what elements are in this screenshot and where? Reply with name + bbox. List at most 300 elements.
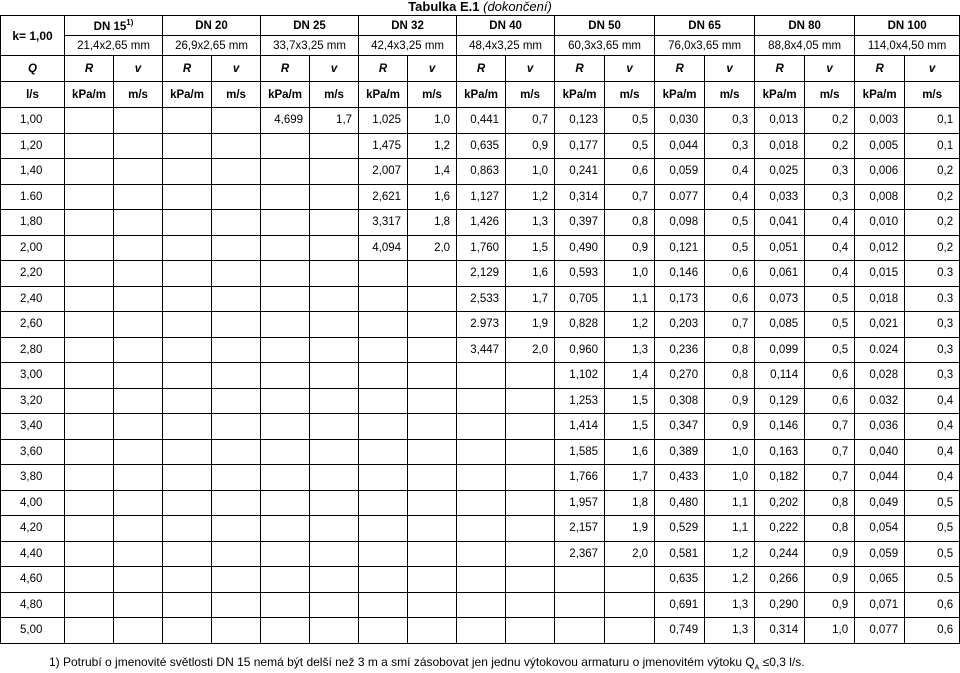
- table-row: [1, 286, 960, 312]
- value-cell: [212, 490, 261, 516]
- value-cell: 0,490: [555, 235, 605, 261]
- value-cell: 0,146: [755, 414, 805, 440]
- value-cell: 0,4: [805, 235, 855, 261]
- value-cell: 0,581: [655, 541, 705, 567]
- value-cell: 1,5: [506, 235, 555, 261]
- value-cell: [65, 465, 114, 491]
- value-cell: 1,2: [605, 312, 655, 338]
- value-cell: 0,4: [905, 388, 960, 414]
- value-cell: [408, 516, 457, 542]
- value-cell: [555, 618, 605, 644]
- value-cell: [212, 465, 261, 491]
- value-cell: [457, 414, 506, 440]
- value-cell: 0,2: [905, 235, 960, 261]
- unit-header: kPa/m: [755, 82, 805, 108]
- flow-cell: 2,80: [1, 337, 65, 363]
- table-row: [1, 465, 960, 491]
- value-cell: 0,5: [805, 286, 855, 312]
- value-cell: [114, 490, 163, 516]
- value-cell: 0,085: [755, 312, 805, 338]
- unit-header: m/s: [705, 82, 755, 108]
- flow-cell: 1,20: [1, 133, 65, 159]
- value-cell: [212, 108, 261, 134]
- value-cell: [114, 592, 163, 618]
- value-cell: 0,9: [506, 133, 555, 159]
- symbol-header: v: [905, 56, 960, 82]
- value-cell: [310, 184, 359, 210]
- value-cell: [261, 261, 310, 287]
- value-cell: 1,025: [359, 108, 408, 134]
- value-cell: [261, 439, 310, 465]
- value-cell: [261, 184, 310, 210]
- value-cell: [310, 312, 359, 338]
- unit-header: kPa/m: [457, 82, 506, 108]
- value-cell: 0,098: [655, 210, 705, 236]
- value-cell: [212, 159, 261, 185]
- symbol-header: R: [655, 56, 705, 82]
- value-cell: 2,129: [457, 261, 506, 287]
- value-cell: [163, 261, 212, 287]
- value-cell: 0.077: [655, 184, 705, 210]
- value-cell: [310, 439, 359, 465]
- unit-header: m/s: [605, 82, 655, 108]
- dn-label: DN 20: [195, 19, 228, 32]
- value-cell: 0,6: [905, 618, 960, 644]
- value-cell: 0.5: [905, 567, 960, 593]
- dn-header: [555, 16, 655, 36]
- value-cell: 0,008: [855, 184, 905, 210]
- value-cell: 0,236: [655, 337, 705, 363]
- symbol-header: R: [65, 56, 114, 82]
- unit-header: kPa/m: [655, 82, 705, 108]
- value-cell: [163, 388, 212, 414]
- value-cell: 0,006: [855, 159, 905, 185]
- value-cell: [310, 337, 359, 363]
- footnote-text: 1) Potrubí o jmenovité světlosti DN 15 nemá být delší než 3 m a smí zásobovat jen jednu výtokovou armaturu o jmenovitém výtoku Q: [49, 655, 755, 669]
- value-cell: 1,5: [605, 414, 655, 440]
- value-cell: 0,044: [655, 133, 705, 159]
- flow-cell: 1.60: [1, 184, 65, 210]
- value-cell: 0,9: [605, 235, 655, 261]
- value-cell: [163, 286, 212, 312]
- value-cell: 0,040: [855, 439, 905, 465]
- dn-label: DN 50: [588, 19, 621, 32]
- value-cell: 1,3: [705, 618, 755, 644]
- value-cell: 0.024: [855, 337, 905, 363]
- value-cell: 0,389: [655, 439, 705, 465]
- value-cell: [114, 618, 163, 644]
- value-cell: 0,314: [555, 184, 605, 210]
- symbol-header: R: [457, 56, 506, 82]
- value-cell: [114, 388, 163, 414]
- value-cell: 0,065: [855, 567, 905, 593]
- flow-cell: 1,40: [1, 159, 65, 185]
- value-cell: 1,0: [408, 108, 457, 134]
- value-cell: [457, 363, 506, 389]
- value-cell: 0,049: [855, 490, 905, 516]
- value-cell: [408, 592, 457, 618]
- value-cell: 1,253: [555, 388, 605, 414]
- value-cell: [408, 286, 457, 312]
- value-cell: 0,203: [655, 312, 705, 338]
- value-cell: 0,005: [855, 133, 905, 159]
- value-cell: [114, 133, 163, 159]
- value-cell: 0,099: [755, 337, 805, 363]
- value-cell: 1,414: [555, 414, 605, 440]
- value-cell: 0,4: [805, 210, 855, 236]
- value-cell: [310, 235, 359, 261]
- value-cell: 0,018: [755, 133, 805, 159]
- value-cell: [163, 337, 212, 363]
- value-cell: 0,480: [655, 490, 705, 516]
- value-cell: [408, 388, 457, 414]
- value-cell: 1,585: [555, 439, 605, 465]
- value-cell: 0,1: [905, 133, 960, 159]
- footnote-subscript: A: [754, 664, 760, 672]
- value-cell: 2.973: [457, 312, 506, 338]
- value-cell: [457, 465, 506, 491]
- table-row: [1, 210, 960, 236]
- value-cell: [408, 312, 457, 338]
- value-cell: 2,533: [457, 286, 506, 312]
- dn-header: [65, 16, 163, 36]
- table-row: [1, 133, 960, 159]
- table-row: [1, 363, 960, 389]
- value-cell: 1,6: [605, 439, 655, 465]
- value-cell: [359, 618, 408, 644]
- value-cell: 1,3: [605, 337, 655, 363]
- value-cell: 0,146: [655, 261, 705, 287]
- value-cell: [408, 490, 457, 516]
- unit-header: kPa/m: [261, 82, 310, 108]
- value-cell: 0,8: [605, 210, 655, 236]
- flow-cell: 3,40: [1, 414, 65, 440]
- value-cell: 1,1: [605, 286, 655, 312]
- flow-cell: 3,20: [1, 388, 65, 414]
- symbol-header: R: [755, 56, 805, 82]
- value-cell: [163, 108, 212, 134]
- value-cell: [359, 363, 408, 389]
- symbol-header: R: [855, 56, 905, 82]
- value-cell: [310, 388, 359, 414]
- symbol-header: v: [605, 56, 655, 82]
- value-cell: 0,5: [705, 210, 755, 236]
- value-cell: 1,3: [705, 592, 755, 618]
- value-cell: [457, 490, 506, 516]
- value-cell: [163, 567, 212, 593]
- pipe-size: 60,3x3,65 mm: [555, 36, 655, 56]
- symbol-header: R: [261, 56, 310, 82]
- value-cell: [212, 312, 261, 338]
- value-cell: [359, 516, 408, 542]
- value-cell: 0,2: [805, 108, 855, 134]
- value-cell: 0,3: [705, 108, 755, 134]
- symbol-header: v: [408, 56, 457, 82]
- value-cell: 0,8: [705, 337, 755, 363]
- value-cell: 0,270: [655, 363, 705, 389]
- value-cell: 1,4: [605, 363, 655, 389]
- value-cell: 0,4: [705, 184, 755, 210]
- flow-cell: 1,80: [1, 210, 65, 236]
- value-cell: [408, 261, 457, 287]
- caption-sub: (dokončení): [483, 0, 552, 14]
- value-cell: 1,7: [506, 286, 555, 312]
- value-cell: 0,347: [655, 414, 705, 440]
- value-cell: [114, 235, 163, 261]
- value-cell: 1,0: [705, 439, 755, 465]
- flow-cell: 2,60: [1, 312, 65, 338]
- table-row: [1, 490, 960, 516]
- value-cell: 0,6: [705, 286, 755, 312]
- value-cell: 1,760: [457, 235, 506, 261]
- value-cell: [506, 465, 555, 491]
- value-cell: 0,2: [905, 159, 960, 185]
- value-cell: 0,123: [555, 108, 605, 134]
- value-cell: [408, 618, 457, 644]
- value-cell: 0,021: [855, 312, 905, 338]
- value-cell: [114, 159, 163, 185]
- value-cell: 1,0: [605, 261, 655, 287]
- dn-label: DN 25: [293, 19, 326, 32]
- value-cell: 0,241: [555, 159, 605, 185]
- symbol-header: R: [163, 56, 212, 82]
- value-cell: 1,4: [408, 159, 457, 185]
- value-cell: [261, 516, 310, 542]
- value-cell: 1,475: [359, 133, 408, 159]
- value-cell: [163, 363, 212, 389]
- value-cell: [457, 618, 506, 644]
- value-cell: [359, 541, 408, 567]
- value-cell: 0,6: [605, 159, 655, 185]
- value-cell: 1,1: [705, 490, 755, 516]
- value-cell: [310, 414, 359, 440]
- value-cell: [114, 465, 163, 491]
- value-cell: 0,3: [805, 184, 855, 210]
- value-cell: 0,7: [805, 414, 855, 440]
- value-cell: [163, 618, 212, 644]
- value-cell: 0,036: [855, 414, 905, 440]
- value-cell: [261, 567, 310, 593]
- value-cell: [65, 133, 114, 159]
- symbol-header: v: [805, 56, 855, 82]
- value-cell: [408, 465, 457, 491]
- value-cell: [310, 490, 359, 516]
- value-cell: [408, 439, 457, 465]
- value-cell: 0,7: [605, 184, 655, 210]
- value-cell: 0,290: [755, 592, 805, 618]
- value-cell: [114, 210, 163, 236]
- value-cell: 2,367: [555, 541, 605, 567]
- value-cell: 0,054: [855, 516, 905, 542]
- value-cell: 1,8: [605, 490, 655, 516]
- value-cell: [506, 516, 555, 542]
- value-cell: [310, 541, 359, 567]
- value-cell: [605, 567, 655, 593]
- footnote-tail: ≤0,3 l/s.: [759, 655, 805, 669]
- value-cell: [163, 414, 212, 440]
- value-cell: 0,635: [457, 133, 506, 159]
- value-cell: 0,059: [655, 159, 705, 185]
- value-cell: 0,044: [855, 465, 905, 491]
- symbol-header: v: [705, 56, 755, 82]
- value-cell: 0,033: [755, 184, 805, 210]
- symbol-header: v: [506, 56, 555, 82]
- value-cell: 0,749: [655, 618, 705, 644]
- value-cell: [408, 363, 457, 389]
- value-cell: [212, 286, 261, 312]
- symbol-header: v: [310, 56, 359, 82]
- value-cell: 0,025: [755, 159, 805, 185]
- pipe-size: 26,9x2,65 mm: [163, 36, 261, 56]
- value-cell: 0,061: [755, 261, 805, 287]
- value-cell: [310, 363, 359, 389]
- value-cell: 0,9: [805, 592, 855, 618]
- value-cell: 0,8: [705, 363, 755, 389]
- value-cell: [261, 286, 310, 312]
- value-cell: [506, 388, 555, 414]
- value-cell: 1,102: [555, 363, 605, 389]
- value-cell: 0,5: [605, 133, 655, 159]
- value-cell: 0,9: [705, 414, 755, 440]
- value-cell: 1,9: [605, 516, 655, 542]
- value-cell: [114, 516, 163, 542]
- value-cell: 0,9: [705, 388, 755, 414]
- value-cell: [310, 567, 359, 593]
- value-cell: 0,7: [805, 439, 855, 465]
- value-cell: [65, 261, 114, 287]
- value-cell: [65, 618, 114, 644]
- value-cell: [506, 567, 555, 593]
- value-cell: [212, 541, 261, 567]
- value-cell: 4,699: [261, 108, 310, 134]
- value-cell: 1,3: [506, 210, 555, 236]
- value-cell: 1,0: [506, 159, 555, 185]
- flow-cell: 4,00: [1, 490, 65, 516]
- value-cell: [163, 465, 212, 491]
- value-cell: 0,012: [855, 235, 905, 261]
- value-cell: [555, 592, 605, 618]
- value-cell: 1,6: [408, 184, 457, 210]
- value-cell: 0,051: [755, 235, 805, 261]
- value-cell: [65, 337, 114, 363]
- table-row: [1, 184, 960, 210]
- value-cell: [457, 388, 506, 414]
- value-cell: [114, 363, 163, 389]
- value-cell: [261, 133, 310, 159]
- value-cell: 0,073: [755, 286, 805, 312]
- value-cell: [114, 286, 163, 312]
- dn-label: DN 80: [788, 19, 821, 32]
- value-cell: [310, 133, 359, 159]
- value-cell: [261, 363, 310, 389]
- value-cell: 1,9: [506, 312, 555, 338]
- value-cell: 0,433: [655, 465, 705, 491]
- value-cell: 0,028: [855, 363, 905, 389]
- value-cell: 0,2: [805, 133, 855, 159]
- value-cell: [359, 337, 408, 363]
- value-cell: [114, 567, 163, 593]
- value-cell: 0,397: [555, 210, 605, 236]
- value-cell: [65, 184, 114, 210]
- value-cell: [65, 439, 114, 465]
- value-cell: 0,129: [755, 388, 805, 414]
- value-cell: [310, 516, 359, 542]
- value-cell: 0,7: [705, 312, 755, 338]
- value-cell: 0,9: [805, 541, 855, 567]
- flow-cell: 2,40: [1, 286, 65, 312]
- unit-header: m/s: [310, 82, 359, 108]
- value-cell: [310, 159, 359, 185]
- value-cell: [163, 490, 212, 516]
- value-cell: [261, 312, 310, 338]
- value-cell: 0,2: [905, 210, 960, 236]
- flow-cell: 3,80: [1, 465, 65, 491]
- value-cell: 0,960: [555, 337, 605, 363]
- pipe-size: 42,4x3,25 mm: [359, 36, 457, 56]
- value-cell: 0,314: [755, 618, 805, 644]
- value-cell: 2,007: [359, 159, 408, 185]
- symbol-header: v: [114, 56, 163, 82]
- value-cell: [261, 210, 310, 236]
- value-cell: 0,8: [805, 490, 855, 516]
- table-row: [1, 541, 960, 567]
- dn-label: DN 100: [887, 19, 927, 32]
- value-cell: 0,441: [457, 108, 506, 134]
- value-cell: [261, 159, 310, 185]
- table-row: [1, 108, 960, 134]
- dn-header: [261, 16, 359, 36]
- value-cell: [114, 108, 163, 134]
- value-cell: 1,2: [506, 184, 555, 210]
- unit-header: kPa/m: [555, 82, 605, 108]
- value-cell: 0,013: [755, 108, 805, 134]
- table-row: [1, 337, 960, 363]
- value-cell: [163, 439, 212, 465]
- caption-main: Tabulka E.1: [408, 0, 480, 14]
- value-cell: [359, 414, 408, 440]
- value-cell: [506, 414, 555, 440]
- pipe-size: 76,0x3,65 mm: [655, 36, 755, 56]
- dn-header: [655, 16, 755, 36]
- value-cell: 1,0: [805, 618, 855, 644]
- value-cell: [359, 567, 408, 593]
- value-cell: 0,3: [905, 363, 960, 389]
- table-row: [1, 312, 960, 338]
- flow-cell: 2,00: [1, 235, 65, 261]
- value-cell: [359, 592, 408, 618]
- value-cell: 0,041: [755, 210, 805, 236]
- value-cell: 0,5: [905, 516, 960, 542]
- table-row: [1, 516, 960, 542]
- value-cell: [261, 414, 310, 440]
- value-cell: [261, 388, 310, 414]
- value-cell: 0,3: [805, 159, 855, 185]
- value-cell: [359, 261, 408, 287]
- value-cell: 0,4: [805, 261, 855, 287]
- value-cell: [65, 286, 114, 312]
- pipe-size: 33,7x3,25 mm: [261, 36, 359, 56]
- unit-header: m/s: [212, 82, 261, 108]
- value-cell: [163, 133, 212, 159]
- value-cell: 0,5: [805, 337, 855, 363]
- pipe-table: [0, 15, 960, 644]
- value-cell: [114, 414, 163, 440]
- value-cell: 0,4: [705, 159, 755, 185]
- value-cell: 0,202: [755, 490, 805, 516]
- value-cell: [359, 388, 408, 414]
- value-cell: 0,177: [555, 133, 605, 159]
- value-cell: [359, 490, 408, 516]
